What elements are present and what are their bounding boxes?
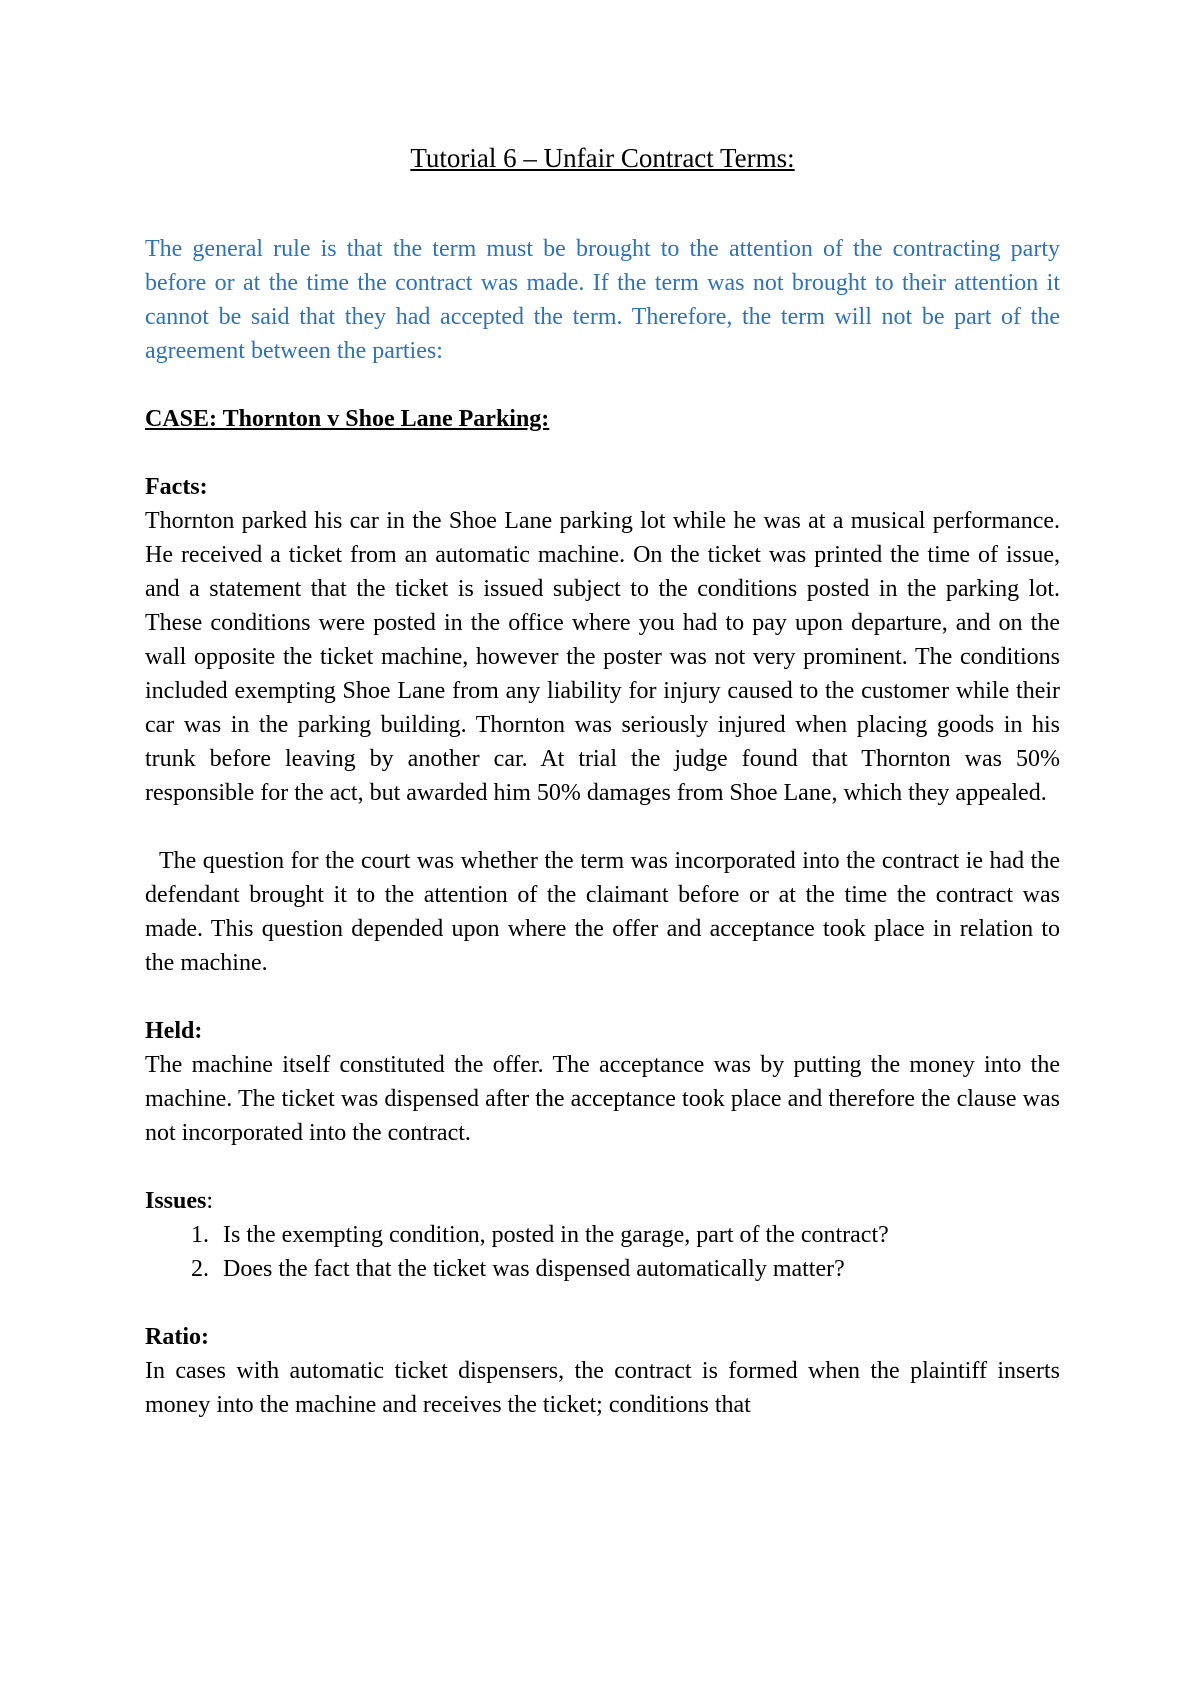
issues-heading-text: Issues xyxy=(145,1188,207,1214)
facts-section xyxy=(145,470,1060,810)
page-title: Tutorial 6 – Unfair Contract Terms: xyxy=(410,143,795,173)
question-paragraph: The question for the court was whether the term was incorporated into the contract ie had the defendant brought it to the attention of the claimant before or at the time the contract was made. This question depended upon where the offer and acceptance took place in relation to the machine. xyxy=(145,848,1060,976)
list-item: 1. Is the exempting condition, posted in the garage, part of the contract? xyxy=(215,1218,1060,1252)
held-section xyxy=(145,1014,1060,1150)
held-heading: Held: xyxy=(145,1018,203,1044)
question-section xyxy=(145,844,1060,980)
document-page xyxy=(145,140,1060,1456)
issues-list xyxy=(145,1218,1060,1286)
ratio-section xyxy=(145,1320,1060,1422)
case-heading: CASE: Thornton v Shoe Lane Parking: xyxy=(145,406,550,432)
issues-heading-colon: : xyxy=(206,1188,214,1214)
intro-paragraph: The general rule is that the term must be brought to the attention of the contracting party before or at the time the contract was made. If the term was not brought to their attention it cannot be said that they had accepted the term. Therefore, the term will not be part of the agreement between the parties: xyxy=(145,236,1060,364)
list-item: 2. Does the fact that the ticket was dispensed automatically matter? xyxy=(215,1252,1060,1286)
issues-heading xyxy=(145,1184,1060,1218)
held-paragraph: The machine itself constituted the offer. The acceptance was by putting the money into the machine. The ticket was dispensed after the acceptance took place and therefore the clause was not incorporated into the contract. xyxy=(145,1052,1060,1146)
facts-paragraph: Thornton parked his car in the Shoe Lane parking lot while he was at a musical performance. He received a ticket from an automatic machine. On the ticket was printed the time of issue, and a statement that the ticket is issued subject to the conditions posted in the parking lot. These conditions were posted in the office where you had to pay upon departure, and on the wall opposite the ticket machine, however the poster was not very prominent. The conditions included exempting Shoe Lane from any liability for injury caused to the customer while their car was in the parking building. Thornton was seriously injured when placing goods in his trunk before leaving by another car. At trial the judge found that Thornton was 50% responsible for the act, but awarded him 50% damages from Shoe Lane, which they appealed. xyxy=(145,508,1060,806)
ratio-paragraph: In cases with automatic ticket dispensers, the contract is formed when the plaintiff inserts money into the machine and receives the ticket; conditions that xyxy=(145,1358,1060,1418)
issues-section xyxy=(145,1184,1060,1286)
facts-heading: Facts: xyxy=(145,474,208,500)
ratio-heading: Ratio: xyxy=(145,1324,209,1350)
